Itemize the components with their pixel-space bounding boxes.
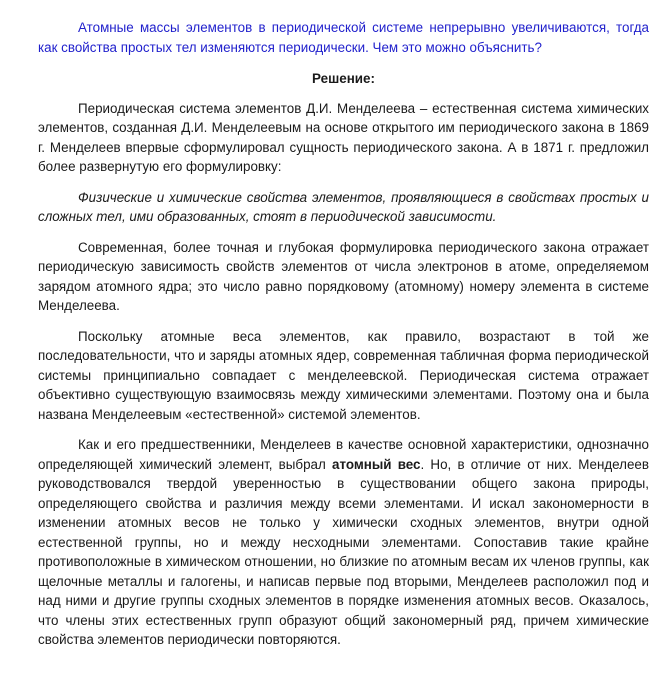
paragraph-intro: Периодическая система элементов Д.И. Менделеева – естественная система химических элементов, созданная Д.И. Менделеевым на основе открытого им периодического закона в 1869 г. Менделеев впервые сформулировал сущность периодического закона. А в 1871 г. предложил более развернутую его формулировку: bbox=[38, 100, 649, 174]
solution-heading: Решение: bbox=[312, 71, 375, 86]
paragraph-text-before: Как и его предшественники, Менделеев в качестве основной характеристики, однозначно определяющей химический элемент, выбрал bbox=[38, 437, 649, 472]
paragraph-law-quote: Физические и химические свойства элементов, проявляющиеся в свойствах простых и сложных тел, ими образованных, стоят в периодической зависимости. bbox=[38, 189, 649, 224]
paragraph-mendeleev-method bbox=[38, 435, 649, 650]
paragraph-modern-formulation: Современная, более точная и глубокая формулировка периодического закона отражает периодическую зависимость свойств элементов от числа электронов в атоме, определяемом зарядом атомного ядра; это число равно порядковому (атомному) номеру элемента в системе Менделеева. bbox=[38, 239, 649, 313]
bold-term: атомный вес bbox=[332, 456, 421, 472]
paragraph-atomic-weights: Поскольку атомные веса элементов, как правило, возрастают в той же последовательности, что и заряды атомных ядер, современная табличная форма периодической системы принципиально совпадает с менделеевской. Периодическая система отражает объективно существующую взаимосвязь между химическими элементами. Поэтому она и была названа Менделеевым «естественной» системой элементов. bbox=[38, 328, 649, 422]
paragraph-text-after: . Но, в отличие от них. Менделеев руководствовался твердой уверенностью в существовании общего закона природы, определяющего свойства и различия между всеми элементами. И искал закономерности в изменении атомных весов не только у химически сходных элементов, внутри одной естественной группы, но и между несходными элементами. Сопоставив такие крайне противоположные в химическом отношении, но близкие по атомным весам их членов группы, как щелочные металлы и галогены, и написав первые под вторыми, Менделеев расположил под и над ними и другие группы сходных элементов в порядке изменения атомных весов. Оказалось, что члены этих естественных групп образуют общий закономерный ряд, причем химические свойства элементов периодически повторяются. bbox=[38, 456, 649, 647]
question-text: Атомные массы элементов в периодической системе непрерывно увеличиваются, тогда как свойства простых тел изменяются периодически. Чем это можно объяснить? bbox=[38, 20, 649, 55]
